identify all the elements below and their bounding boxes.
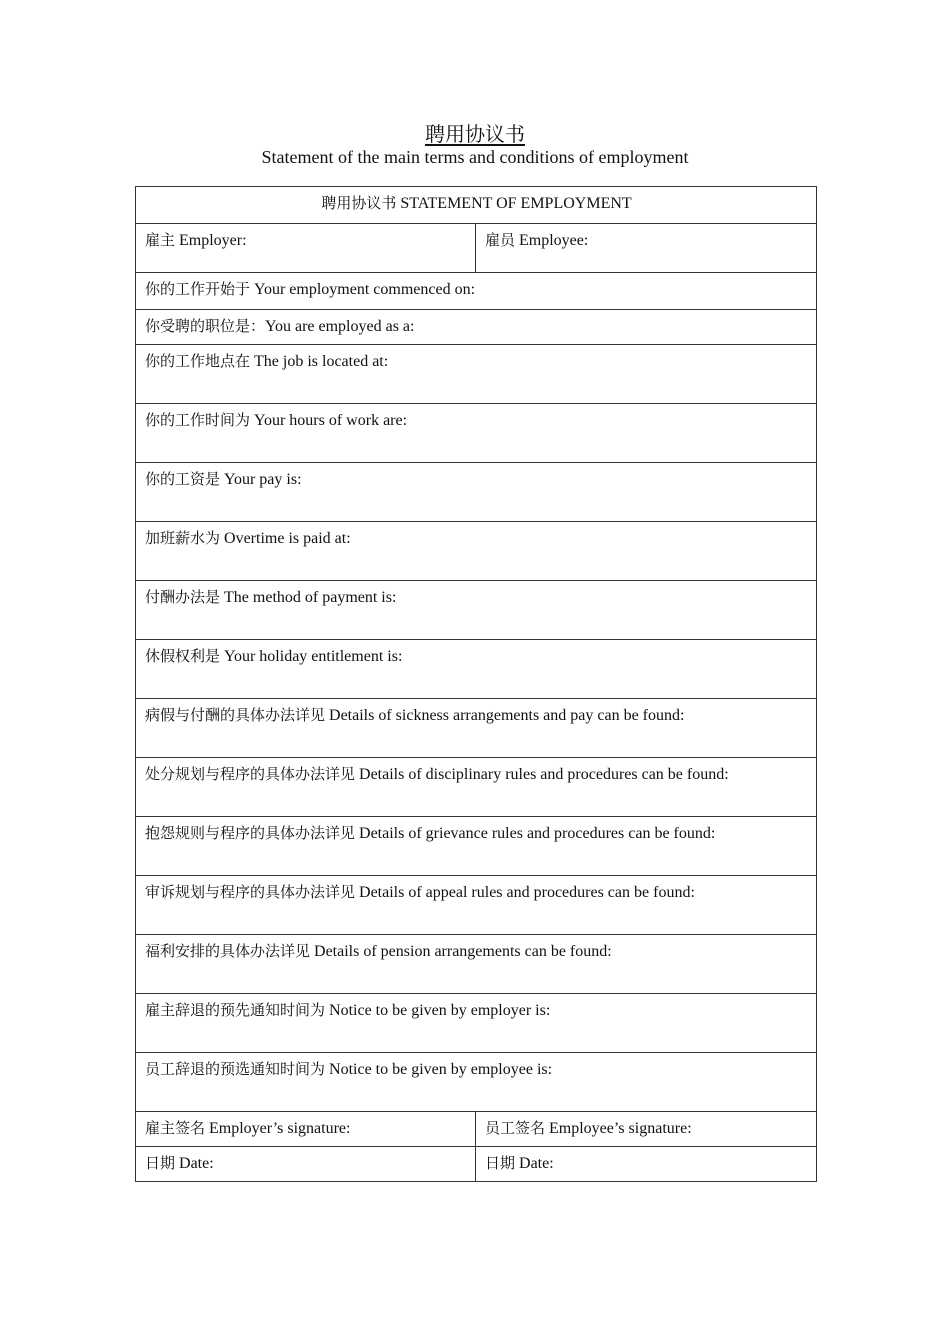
employee-signature-label-en: Employee’s signature: bbox=[549, 1120, 692, 1137]
row-label-cn: 付酬办法是 bbox=[145, 588, 221, 606]
form-row bbox=[136, 994, 817, 1053]
employment-statement-table bbox=[135, 186, 817, 1182]
employee-field[interactable] bbox=[476, 224, 817, 273]
pension-field[interactable] bbox=[136, 935, 817, 994]
row-label-cn: 你受聘的职位是： bbox=[145, 317, 266, 335]
commencement-field[interactable] bbox=[136, 273, 817, 310]
employer-signature-label-en: Employer’s signature: bbox=[209, 1120, 351, 1137]
row-label-en: You are employed as a: bbox=[265, 318, 415, 335]
row-label-cn: 你的工作地点在 bbox=[145, 352, 251, 370]
form-row bbox=[136, 935, 817, 994]
header-label-en: STATEMENT OF EMPLOYMENT bbox=[400, 195, 632, 212]
payment-method-field[interactable] bbox=[136, 581, 817, 640]
signature-row bbox=[136, 1112, 817, 1147]
form-row bbox=[136, 404, 817, 463]
employee-label-en: Employee: bbox=[519, 232, 589, 249]
form-row bbox=[136, 273, 817, 310]
document-subtitle: Statement of the main terms and conditions of employment bbox=[261, 147, 689, 167]
table-header-cell bbox=[136, 187, 817, 224]
row-label-cn: 休假权利是 bbox=[145, 647, 221, 665]
pay-field[interactable] bbox=[136, 463, 817, 522]
employee-date-label-cn: 日期 bbox=[485, 1154, 516, 1172]
date-row bbox=[136, 1147, 817, 1182]
row-label-en: The job is located at: bbox=[254, 353, 389, 370]
form-row bbox=[136, 310, 817, 345]
row-label-en: Notice to be given by employee is: bbox=[329, 1061, 553, 1078]
employee-notice-field[interactable] bbox=[136, 1053, 817, 1112]
row-label-en: Your hours of work are: bbox=[254, 412, 408, 429]
employee-label-cn: 雇员 bbox=[485, 231, 516, 249]
row-label-cn: 你的工资是 bbox=[145, 470, 221, 488]
row-label-en: Overtime is paid at: bbox=[224, 530, 351, 547]
job-location-field[interactable] bbox=[136, 345, 817, 404]
employer-field[interactable] bbox=[136, 224, 476, 273]
employee-signature-field[interactable] bbox=[476, 1112, 817, 1147]
row-label-en: Details of appeal rules and procedures can be found: bbox=[359, 884, 695, 901]
form-row bbox=[136, 581, 817, 640]
row-label-cn: 员工辞退的预选通知时间为 bbox=[145, 1060, 326, 1078]
row-label-en: Details of sickness arrangements and pay can be found: bbox=[329, 707, 685, 724]
appeal-field[interactable] bbox=[136, 876, 817, 935]
form-row bbox=[136, 817, 817, 876]
row-label-en: Your pay is: bbox=[224, 471, 302, 488]
employee-date-label-en: Date: bbox=[519, 1155, 554, 1172]
row-label-cn: 你的工作开始于 bbox=[145, 280, 251, 298]
row-label-cn: 处分规划与程序的具体办法详见 bbox=[145, 765, 356, 783]
document-title: 聘用协议书 bbox=[425, 122, 525, 146]
disciplinary-field[interactable] bbox=[136, 758, 817, 817]
table-header-row bbox=[136, 187, 817, 224]
row-label-en: Notice to be given by employer is: bbox=[329, 1002, 551, 1019]
employer-signature-field[interactable] bbox=[136, 1112, 476, 1147]
row-label-cn: 雇主辞退的预先通知时间为 bbox=[145, 1001, 326, 1019]
row-label-cn: 审诉规划与程序的具体办法详见 bbox=[145, 883, 356, 901]
form-row bbox=[136, 699, 817, 758]
employer-date-field[interactable] bbox=[136, 1147, 476, 1182]
form-row bbox=[136, 522, 817, 581]
working-hours-field[interactable] bbox=[136, 404, 817, 463]
row-label-cn: 病假与付酬的具体办法详见 bbox=[145, 706, 326, 724]
grievance-field[interactable] bbox=[136, 817, 817, 876]
holiday-field[interactable] bbox=[136, 640, 817, 699]
overtime-field[interactable] bbox=[136, 522, 817, 581]
row-label-en: Details of pension arrangements can be found: bbox=[314, 943, 612, 960]
employer-notice-field[interactable] bbox=[136, 994, 817, 1053]
row-label-cn: 加班薪水为 bbox=[145, 529, 221, 547]
parties-row bbox=[136, 224, 817, 273]
employer-label-cn: 雇主 bbox=[145, 231, 176, 249]
row-label-en: Your holiday entitlement is: bbox=[224, 648, 403, 665]
employer-date-label-cn: 日期 bbox=[145, 1154, 176, 1172]
header-label-cn: 聘用协议书 bbox=[321, 194, 397, 212]
employee-signature-label-cn: 员工签名 bbox=[485, 1119, 546, 1137]
form-row bbox=[136, 758, 817, 817]
sickness-field[interactable] bbox=[136, 699, 817, 758]
form-row bbox=[136, 463, 817, 522]
employer-label-en: Employer: bbox=[179, 232, 247, 249]
form-row bbox=[136, 345, 817, 404]
row-label-en: Details of disciplinary rules and procedures can be found: bbox=[359, 766, 729, 783]
form-row bbox=[136, 640, 817, 699]
row-label-en: Details of grievance rules and procedures can be found: bbox=[359, 825, 716, 842]
row-label-cn: 抱怨规则与程序的具体办法详见 bbox=[145, 824, 356, 842]
job-title-field[interactable] bbox=[136, 310, 817, 345]
employer-signature-label-cn: 雇主签名 bbox=[145, 1119, 206, 1137]
form-row bbox=[136, 876, 817, 935]
row-label-en: The method of payment is: bbox=[224, 589, 397, 606]
form-row bbox=[136, 1053, 817, 1112]
employee-date-field[interactable] bbox=[476, 1147, 817, 1182]
row-label-cn: 你的工作时间为 bbox=[145, 411, 251, 429]
row-label-cn: 福利安排的具体办法详见 bbox=[145, 942, 311, 960]
row-label-en: Your employment commenced on: bbox=[254, 281, 476, 298]
employer-date-label-en: Date: bbox=[179, 1155, 214, 1172]
